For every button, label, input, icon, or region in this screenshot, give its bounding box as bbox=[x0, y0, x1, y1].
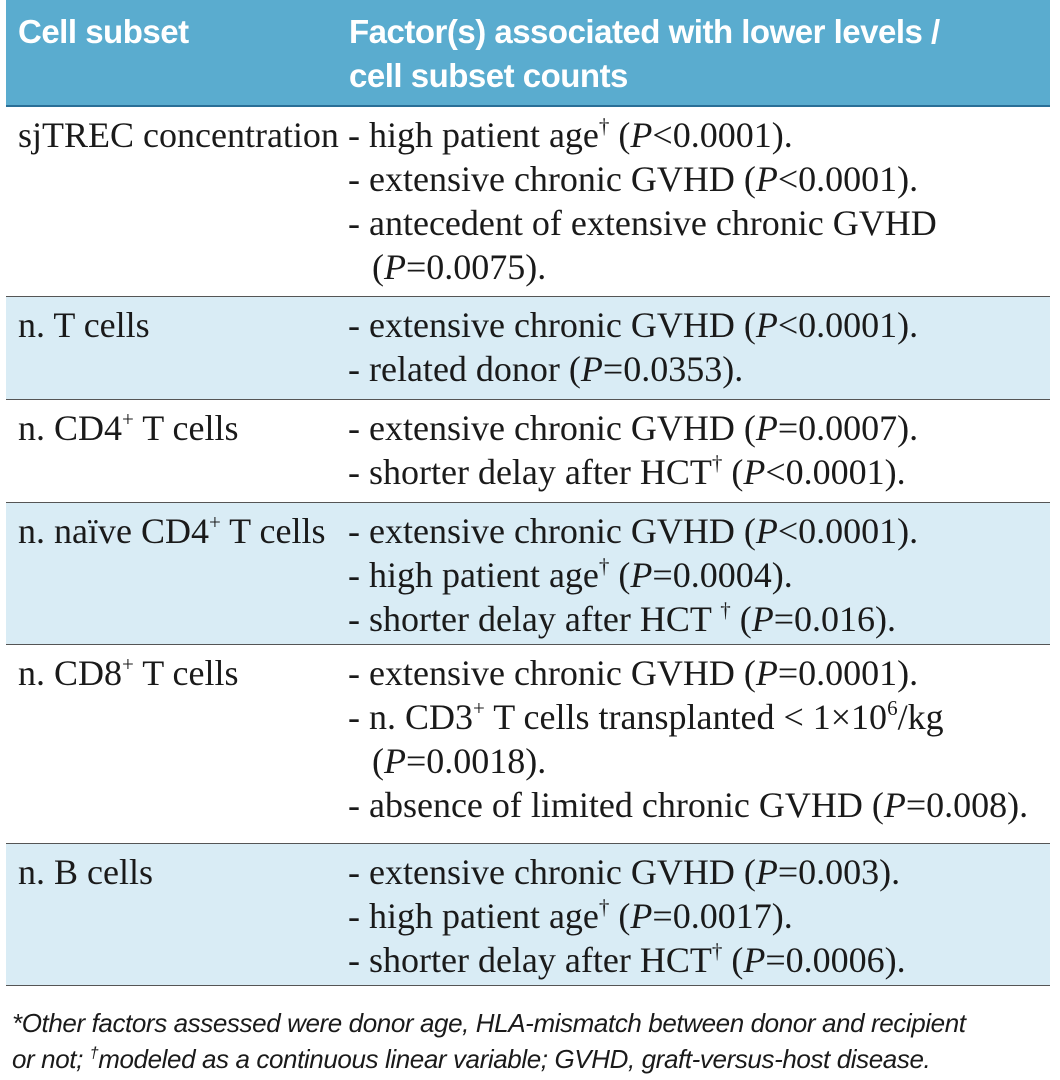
cell-factors bbox=[348, 303, 1038, 391]
table-row bbox=[6, 400, 1050, 503]
factor-item: - high patient age† (P=0.0004). bbox=[348, 554, 793, 595]
factor-item: - absence of limited chronic GVHD (P=0.008). bbox=[348, 785, 1029, 825]
table-row bbox=[6, 297, 1050, 400]
cell-subset: n. B cells bbox=[18, 852, 153, 892]
table-row bbox=[6, 503, 1050, 645]
cell-factors bbox=[348, 113, 1038, 289]
factor-item: - extensive chronic GVHD (P<0.0001). bbox=[348, 159, 919, 199]
footnote-line2: or not; †modeled as a continuous linear variable; GVHD, graft-versus-host disease. bbox=[12, 1044, 931, 1074]
factor-item: - high patient age† (P=0.0017). bbox=[348, 895, 793, 936]
cell-factors bbox=[348, 850, 1038, 982]
factor-item: - extensive chronic GVHD (P=0.0007). bbox=[348, 408, 919, 448]
factor-item: - extensive chronic GVHD (P<0.0001). bbox=[348, 511, 919, 551]
footnote-line1: *Other factors assessed were donor age, HLA-mismatch between donor and recipient bbox=[12, 1008, 966, 1038]
factor-item: - shorter delay after HCT† (P=0.0006). bbox=[348, 939, 906, 980]
cell-factors bbox=[348, 651, 1038, 827]
factor-item: - extensive chronic GVHD (P=0.0001). bbox=[348, 653, 919, 693]
cell-subset: n. CD8+ T cells bbox=[18, 652, 239, 693]
cell-factors bbox=[348, 406, 1038, 494]
factor-item: - n. CD3+ T cells transplanted < $1\times 10^6/kg$ (P=0.0018). bbox=[348, 696, 944, 781]
factor-item: - extensive chronic GVHD (P<0.0001). bbox=[348, 305, 919, 345]
header-factors-line2: cell subset counts bbox=[349, 57, 628, 94]
table-row bbox=[6, 645, 1050, 844]
cell-subset: n. CD4+ T cells bbox=[18, 407, 239, 448]
factors-table bbox=[6, 0, 1050, 986]
table-row bbox=[6, 844, 1050, 986]
header-cell-subset: Cell subset bbox=[18, 13, 189, 50]
factor-item: - extensive chronic GVHD (P=0.003). bbox=[348, 852, 901, 892]
factor-item: - shorter delay after HCT † (P=0.016). bbox=[348, 598, 896, 639]
table-header bbox=[6, 0, 1050, 107]
factor-item: - related donor (P=0.0353). bbox=[348, 349, 744, 389]
header-factors-line1: Factor(s) associated with lower levels / bbox=[349, 13, 940, 50]
cell-subset: n. naïve CD4+ T cells bbox=[18, 510, 326, 551]
cell-subset: sjTREC concentration bbox=[18, 115, 339, 155]
factor-item: - antecedent of extensive chronic GVHD (P=0.0075). bbox=[348, 203, 937, 287]
factor-item: - high patient age† (P<0.0001). bbox=[348, 114, 793, 155]
header-cell-factors bbox=[349, 10, 1009, 98]
cell-factors bbox=[348, 509, 1038, 641]
table-row bbox=[6, 107, 1050, 297]
table-footnote bbox=[12, 1005, 1052, 1077]
factor-item: - shorter delay after HCT† (P<0.0001). bbox=[348, 451, 906, 492]
cell-subset: n. T cells bbox=[18, 305, 150, 345]
